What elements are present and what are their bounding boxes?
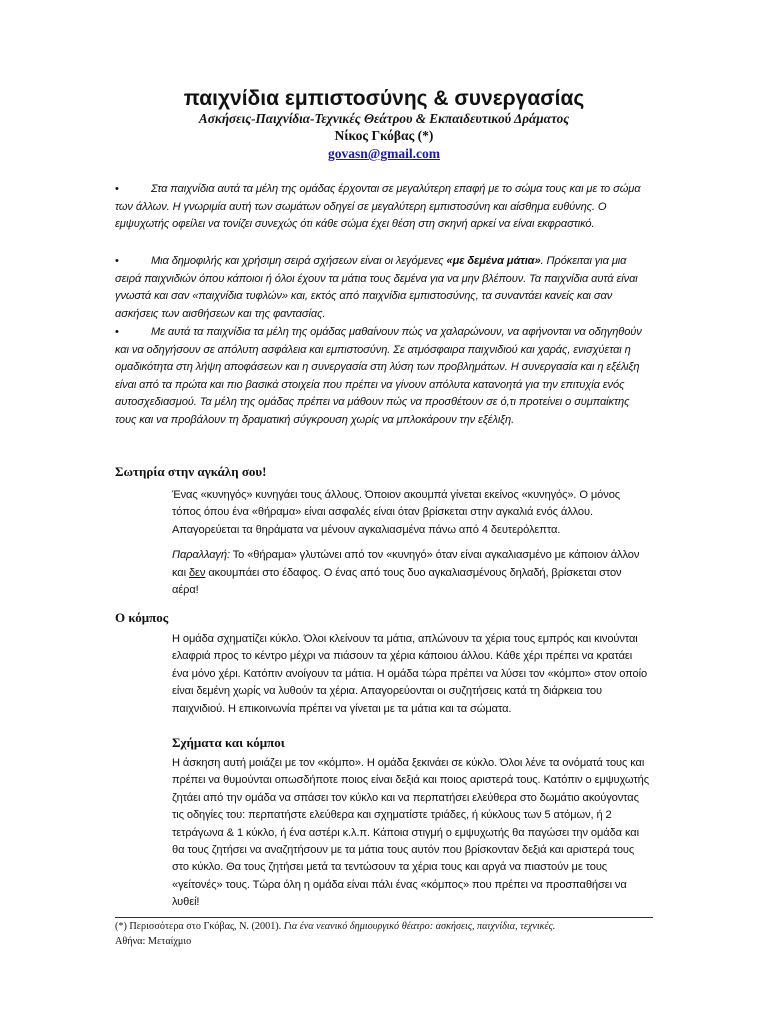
variation-underlined-word: δεν (188, 566, 206, 579)
variation-text-end: ακουμπάει στο έδαφος. Ο ένας από τους δυο αγκαλιασμένους δηλαδή, βρίσκεται στον αέρα! (172, 566, 622, 597)
bullet-icon: • (115, 255, 119, 267)
section-knot-paragraph-1: Η ομάδα σχηματίζει κύκλο. Όλοι κλείνουν τα μάτια, απλώνουν τα χέρια τους εμπρός και κινούνται ελαφριά προς το κέντρο μέχρι να πιάσουν τα χέρια κάποιου άλλου. Κάθε χέρι πρέπει να κρατάει ένα μόνο χέρι. Κατόπιν ανοίγουν τα μάτια. Η ομάδα τώρα πρέπει να λύσει τον «κόμπο» στον οποίο είναι δεμένη χωρίς να λυθούν τα χέρια. Απαγορεύονται οι συζητήσεις κατά τη διάρκεια του παιχνιδιού. Η επικοινωνία πρέπει να γίνεται με τα μάτια και τα σώματα. (172, 633, 648, 715)
section-heading-knot: Ο κόμπος (115, 610, 169, 625)
author-email-link[interactable]: govasn@gmail.com (328, 146, 440, 161)
footnote-publisher: Αθήνα: Μεταίχμιο (115, 936, 192, 947)
intro-paragraph-3 (115, 324, 650, 429)
intro-paragraph-3-text: Με αυτά τα παιχνίδια τα μέλη της ομάδας μαθαίνουν πώς να χαλαρώνουν, να αφήνονται να οδηγηθούν και να οδηγήσουν σε απόλυτη ασφάλεια και εμπιστοσύνη. Σε ατμόσφαιρα παιχνιδιού και χαράς, ενισχύεται η ομαδικότητα στη λήψη αποφάσεων και η συνεργασία στη λύση των προβλημάτων. Η συνεργασία και η εξέλιξη είναι από τα πρώτα και πιο βασικά στοιχεία που πρέπει να γίνουν απόλυτα κατανοητά για την επιτυχία ενός αυτοσχεδιασμού. Τα μέλη της ομάδας πρέπει να μάθουν πώς να προσθέτουν σε ό,τι προτείνει ο συμπαίκτης τους και να προβάλουν τη δραματική σύγκρουση χωρίς να μπλοκάρουν την εξέλιξη. (115, 326, 642, 426)
footnote (115, 919, 655, 949)
footnote-book-title: Για ένα νεανικό δημιουργικό θέατρο: ασκήσεις, παιχνίδια, τεχνικές. (283, 921, 556, 932)
intro-bullet-2 (115, 253, 650, 323)
variation-text-start: Το «θήραμα» γλυτώνει από τον «κυνηγό» όταν είναι αγκαλιασμένο με κάποιον άλλον και (172, 549, 640, 579)
intro-paragraph-2-text-end: . Πρόκειται για μια σειρά παιχνιδιών όπου κάποιοι ή όλοι έχουν τα μάτια τους δεμένα για να μην βλέπουν. Τα παιχνίδια αυτά είναι γνωστά και σαν «παιχνίδια τυφλών» και, εκτός από παιχνίδια εμπιστοσύνης, τα συναντάει κανείς και σαν ασκήσεις των αισθήσεων και της φαντασίας. (115, 255, 638, 320)
intro-paragraph-1 (115, 181, 650, 234)
section-salvation-paragraph-2 (172, 547, 650, 599)
footnote-divider (115, 917, 653, 918)
document-title: παιχνίδια εμπιστοσύνης & συνεργασίας (183, 87, 585, 110)
section-salvation-body (172, 487, 650, 599)
intro-bullet-1 (115, 181, 650, 234)
footnote-prefix: (*) Περισσότερα στο Γκόβας, Ν. (2001). (115, 921, 284, 932)
section-shapes-body (172, 755, 650, 912)
intro-paragraph-2-text-start: Μια δημοφιλής και χρήσιμη σειρά σχήσεων είναι οι λεγόμενες (151, 255, 447, 267)
intro-paragraph-1-text: Στα παιχνίδια αυτά τα μέλη της ομάδας έρχονται σε μεγαλύτερη επαφή με το σώμα τους και με το σώμα των άλλων. Η γνωριμία αυτή των σωμάτων οδηγεί σε μεγαλύτερη εμπιστοσύνη και αίσθημα ευθύνης. Ο εμψυχωτής οφείλει να τονίζει συνεχώς ότι κάθε σώμα έχει θέση στη σκηνή αρκεί να είναι εκφραστικό. (115, 183, 641, 230)
section-heading-salvation: Σωτηρία στην αγκάλη σου! (115, 464, 267, 479)
section-knot-body (172, 631, 650, 718)
author-line: Νίκος Γκόβας (*) (334, 128, 434, 143)
section-salvation-paragraph-1: Ένας «κυνηγός» κυνηγάει τους άλλους. Όποιον ακουμπά γίνεται εκείνος «κυνηγός». Ο μόνος τόπος όπου ένα «θήραμα» είναι ασφαλές είναι όταν βρίσκεται στην αγκαλιά ενός άλλου. Απαγορεύεται τα θηράματα να μένουν αγκαλιασμένα πάνω από 4 δευτερόλεπτα. (172, 489, 621, 536)
intro-paragraph-2-bold: «με δεμένα μάτια» (446, 255, 541, 267)
intro-paragraph-2 (115, 253, 650, 323)
variation-label: Παραλλαγή: (172, 549, 230, 562)
bullet-icon: • (115, 183, 119, 195)
intro-bullet-3 (115, 324, 650, 429)
section-shapes-paragraph-1: Η άσκηση αυτή μοιάζει με τον «κόμπο». Η ομάδα ξεκινάει σε κύκλο. Όλοι λένε τα ονόματά τους και πρέπει να θυμούνται οπωσδήποτε ποιος είναι δεξιά και ποιος αριστερά τους. Κατόπιν ο εμψυχωτής ζητάει από την ομάδα να σπάσει τον κύκλο και να περπατήσει ελεύθερα στο δωμάτιο ακούγοντας τις οδηγίες του: περπατήστε ελεύθερα και σχηματίστε τριάδες, ή κύκλους των 5 ατόμων, ή 2 τετράγωνα & 1 κύκλο, ή ένα αστέρι κ.λ.π. Κάποια στιγμή ο εμψυχωτής θα παγώσει την ομάδα και θα τους ζητήσει να αναζητήσουν με τα μάτια τους αυτόν που βρίσκονταν δεξιά και αριστερά τους στο κύκλο. Θα τους ζητήσει μετά τα τεντώσουν τα χέρια τους και αργά να πιαστούν με τους «γείτονές» τους. Τώρα όλη η ομάδα είναι πάλι ένας «κόμπος» που πρέπει να προσπαθήσει να λυθεί! (172, 757, 649, 909)
bullet-icon: • (115, 326, 119, 338)
section-heading-shapes-and-knots: Σχήματα και κόμποι (172, 735, 285, 750)
document-subtitle: Ασκήσεις-Παιχνίδια-Τεχνικές Θεάτρου & Εκπαιδευτικού Δράματος (198, 111, 570, 126)
